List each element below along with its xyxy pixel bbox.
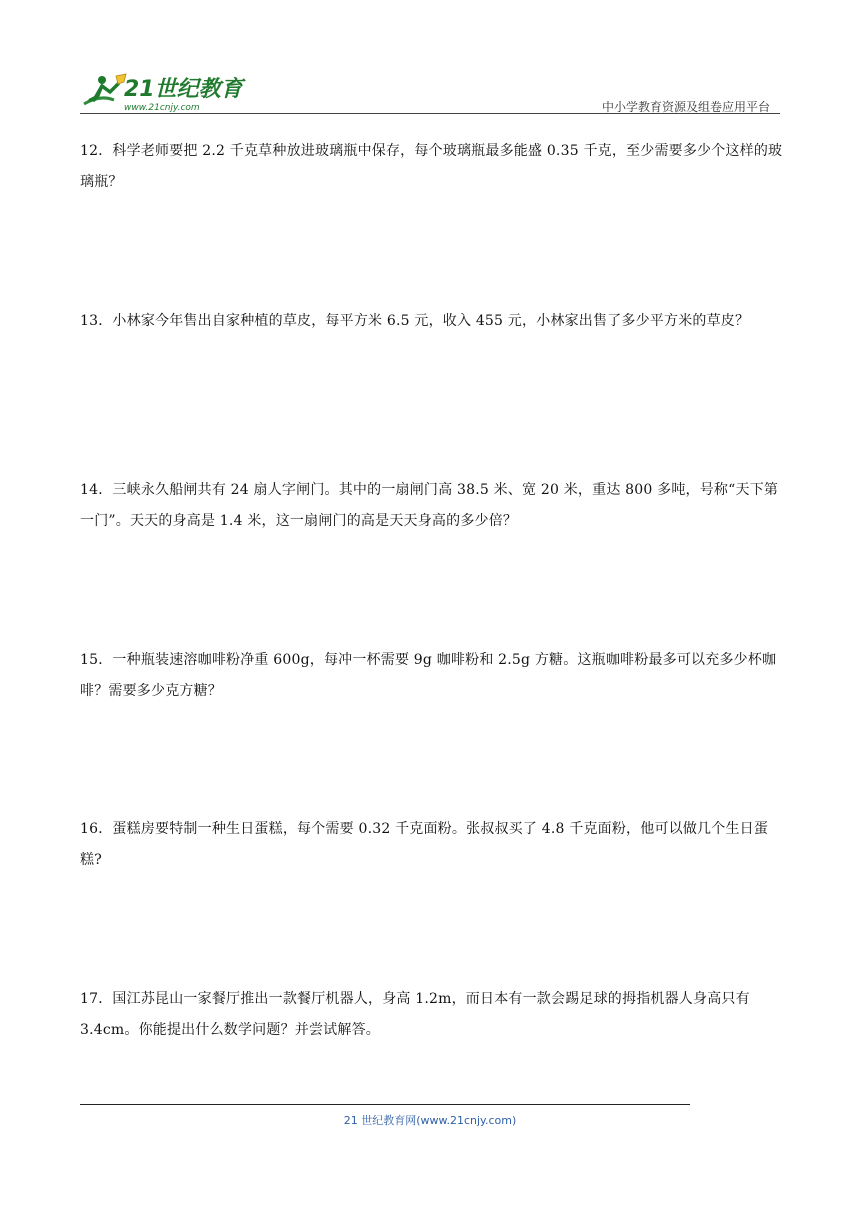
svg-text:www.21cnjy.com: www.21cnjy.com: [124, 103, 200, 113]
footer-divider: [80, 1104, 690, 1105]
svg-text:21世纪教育: 21世纪教育: [124, 77, 243, 102]
question-12: 12．科学老师要把 2.2 千克草种放进玻璃瓶中保存，每个玻璃瓶最多能盛 0.35 千克，至少需要多少个这样的玻璃瓶？: [80, 143, 783, 190]
footer-link[interactable]: 21 世纪教育网(www.21cnjy.com): [343, 1114, 517, 1127]
page-header: [80, 70, 780, 118]
question-14: 14．三峡永久船闸共有 24 扇人字闸门。其中的一扇闸门高 38.5 米、宽 20 米，重达 800 多吨，号称“天下第一门”。天天的身高是 1.4 米，这一扇闸门的高是天天身高的多少倍？: [80, 482, 779, 529]
site-logo: [80, 70, 250, 114]
question-17: 17．国江苏昆山一家餐厅推出一款餐厅机器人，身高 1.2m，而日本有一款会踢足球的拇指机器人身高只有 3.4cm。你能提出什么数学问题？并尝试解答。: [80, 991, 750, 1038]
runner-logo-icon: [80, 70, 250, 114]
question-16: 16．蛋糕房要特制一种生日蛋糕，每个需要 0.32 千克面粉。张叔叔买了 4.8 千克面粉，他可以做几个生日蛋糕?: [80, 821, 769, 868]
header-divider: [80, 113, 780, 114]
question-15: 15．一种瓶装速溶咖啡粉净重 600g，每冲一杯需要 9g 咖啡粉和 2.5g 方糖。这瓶咖啡粉最多可以充多少杯咖啡？需要多少克方糖？: [80, 652, 777, 699]
platform-name: 中小学教育资源及组卷应用平台: [601, 100, 770, 114]
question-13: 13．小林家今年售出自家种植的草皮，每平方米 6.5 元，收入 455 元，小林家出售了多少平方米的草皮？: [80, 313, 750, 329]
